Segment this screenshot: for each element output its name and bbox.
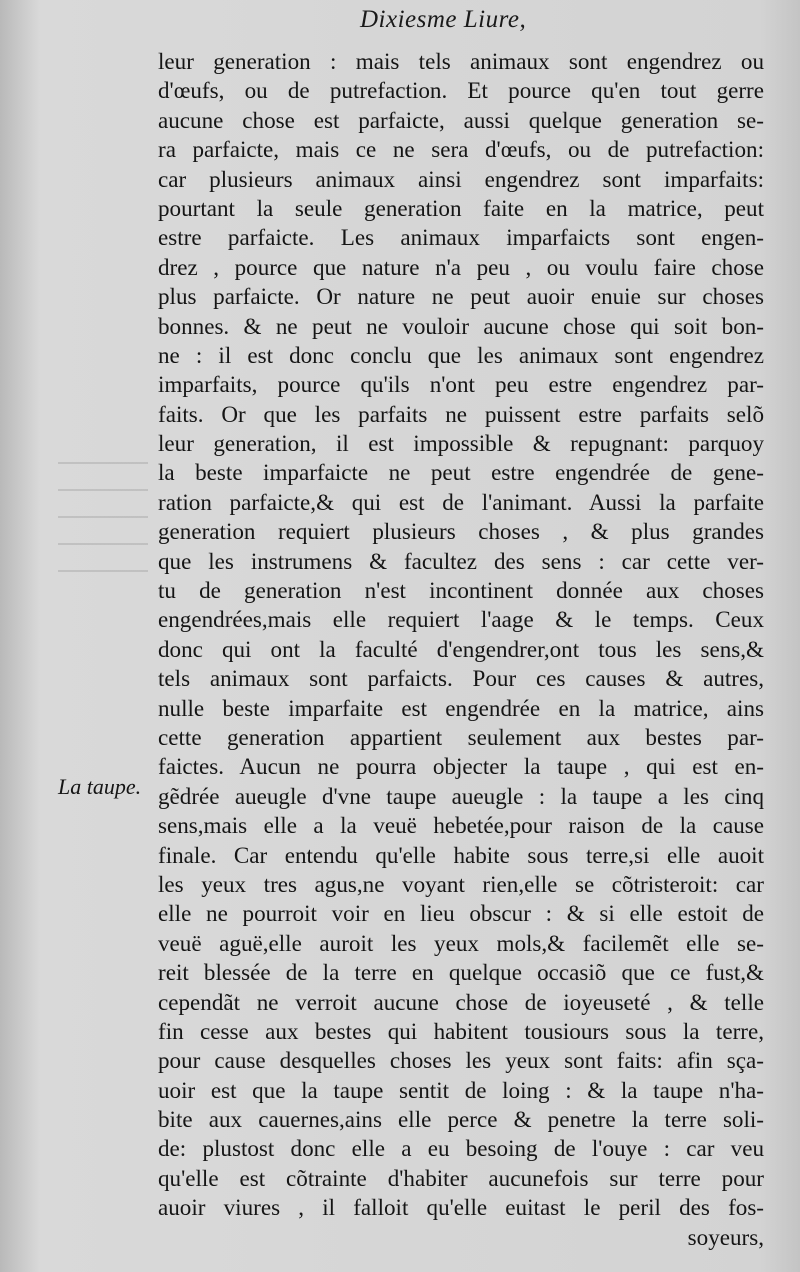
text-line: leur generation : mais tels animaux sont engendrez ou [158,48,764,74]
text-line: veuë aguë,elle auroit les yeux mols,& facilemẽt elle se- [158,929,764,956]
text-line: finale. Car entendu qu'elle habite sous terre,si elle auoit [158,841,764,868]
text-line: plus parfaicte. Or nature ne peut auoir enuie sur choses [158,283,764,310]
text-line: qu'elle est cõtrainte d'habiter aucunefois sur terre pour [158,1164,764,1191]
text-line: imparfaits, pource qu'ils n'ont peu estre engendrez par- [158,371,764,398]
show-through-bleed [58,450,148,590]
text-line: nulle beste imparfaite est engendrée en la matrice, ains [158,694,764,721]
text-line: car plusieurs animaux ainsi engendrez sont imparfaits: [158,165,764,192]
text-line: gẽdrée aueugle d'vne taupe aueugle : la taupe a les cinq [158,782,764,809]
text-line: la beste imparfaicte ne peut estre engendrée de gene- [158,459,764,486]
text-line: bonnes. & ne peut ne vouloir aucune chose qui soit bon- [158,312,764,339]
text-line: de: plustost donc elle a eu besoing de l'ouye : car veu [158,1135,764,1162]
text-line: estre parfaicte. Les animaux imparfaicts sont engen- [158,224,764,251]
text-line: aucune chose est parfaicte, aussi quelque generation se- [158,106,764,133]
text-line: les yeux tres agus,ne voyant rien,elle se cõtristeroit: car [158,870,764,897]
text-line: generation requiert plusieurs choses , & plus grandes [158,518,764,545]
text-line: donc qui ont la faculté d'engendrer,ont tous les sens,& [158,635,764,662]
text-line: pourtant la seule generation faite en la matrice, peut [158,194,764,221]
body-text [158,47,764,1252]
text-line: faictes. Aucun ne pourra objecter la taupe , qui est en- [158,753,764,780]
text-line: ration parfaicte,& qui est de l'animant. Aussi la parfaite [158,488,764,515]
text-line: bite aux cauernes,ains elle perce & penetre la terre soli- [158,1106,764,1133]
text-line: d'œufs, ou de putrefaction. Et pource qu'en tout gerre [158,77,764,104]
text-line: auoir viures , il falloit qu'elle euitast le peril des fos- [158,1194,764,1221]
text-line: cependãt ne verroit aucune chose de ioyeuseté , & telle [158,988,764,1015]
text-line: soyeurs, [687,1223,764,1250]
text-line: tu de generation n'est incontinent donnée aux choses [158,577,764,604]
running-head: Dixiesme Liure, [360,6,527,33]
text-line: que les instrumens & facultez des sens : car cette ver- [158,547,764,574]
text-line: ne : il est donc conclu que les animaux sont engendrez [158,341,764,368]
text-line: engendrées,mais elle requiert l'aage & le temps. Ceux [158,606,764,633]
text-line: tels animaux sont parfaicts. Pour ces causes & autres, [158,665,764,692]
margin-note: La taupe. [58,774,142,799]
text-line: fin cesse aux bestes qui habitent tousiours sous la terre, [158,1017,764,1044]
text-line: reit blessée de la terre en quelque occasiõ que ce fust,& [158,959,764,986]
text-line: faits. Or que les parfaits ne puissent estre parfaits selõ [158,400,764,427]
text-line: pour cause desquelles choses les yeux sont faits: afin sça- [158,1047,764,1074]
text-line: drez , pource que nature n'a peu , ou voulu faire chose [158,253,764,280]
text-line: sens,mais elle a la veuë hebetée,pour raison de la cause [158,812,764,839]
text-line: uoir est que la taupe sentit de loing : & la taupe n'ha- [158,1076,764,1103]
text-line: elle ne pourroit voir en lieu obscur : & si elle estoit de [158,900,764,927]
text-line: leur generation, il est impossible & repugnant: parquoy [158,430,764,457]
text-line: cette generation appartient seulement aux bestes par- [158,723,764,750]
text-line: ra parfaicte, mais ce ne sera d'œufs, ou de putrefaction: [158,136,764,163]
